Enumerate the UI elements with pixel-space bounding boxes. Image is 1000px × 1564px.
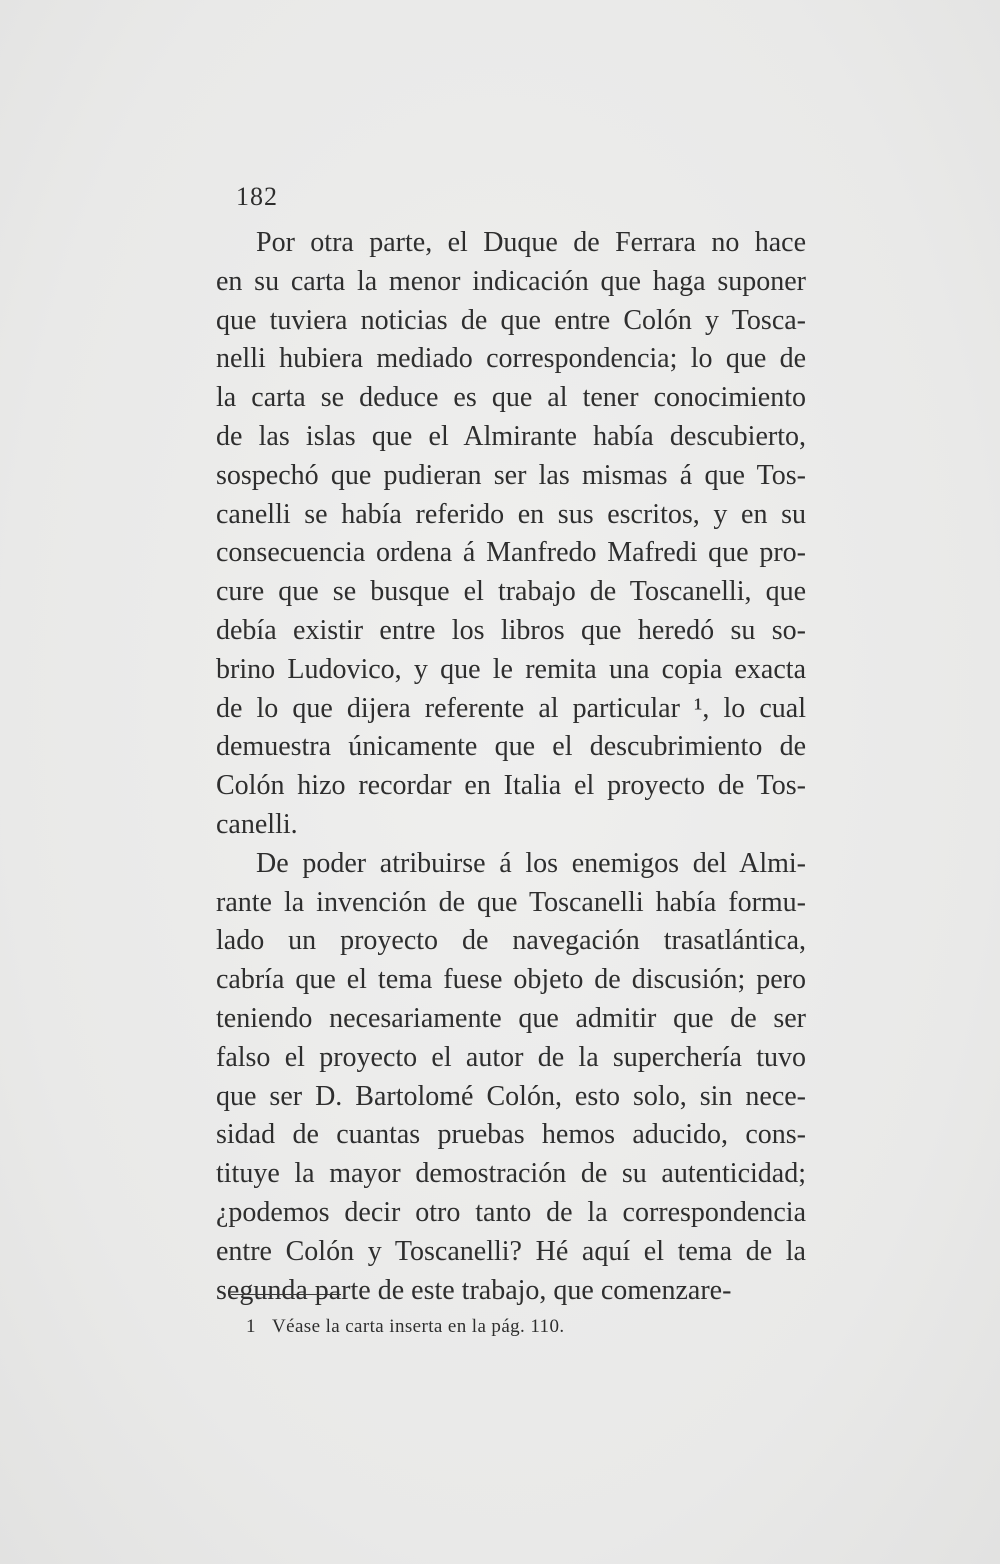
text-line: nelli hubiera mediado correspondencia; lo que de: [216, 343, 806, 375]
text-line: brino Ludovico, y que le remita una copia exacta: [216, 653, 806, 685]
text-line: debía existir entre los libros que heredó su so-: [216, 614, 806, 646]
text-line: Colón hizo recordar en Italia el proyecto de Tos-: [216, 770, 806, 802]
text-line: sospechó que pudieran ser las mismas á que Tos-: [216, 459, 806, 491]
text-line: consecuencia ordena á Manfredo Mafredi que pro-: [216, 537, 806, 569]
text-line: canelli se había referido en sus escritos, y en su: [216, 498, 806, 530]
page-number: 182: [236, 182, 278, 211]
text-line: rante la invención de que Toscanelli había formu-: [216, 886, 806, 918]
text-line: De poder atribuirse á los enemigos del Almi-: [256, 847, 806, 879]
text-line: segunda parte de este trabajo, que comenzare-: [216, 1274, 732, 1306]
text-line: la carta se deduce es que al tener conocimiento: [216, 382, 806, 414]
text-line: en su carta la menor indicación que haga suponer: [216, 265, 806, 297]
text-line: lado un proyecto de navegación trasatlántica,: [216, 925, 806, 957]
paragraph: [216, 224, 806, 845]
footnote-number: 1: [246, 1316, 256, 1337]
footnote-divider: [231, 1294, 341, 1295]
footnote: [246, 1316, 565, 1338]
footnote-text: Véase la carta inserta en la pág. 110.: [272, 1316, 565, 1337]
text-line: ¿podemos decir otro tanto de la correspondencia: [216, 1196, 806, 1228]
body-text: [216, 224, 806, 1310]
text-line: sidad de cuantas pruebas hemos aducido, cons-: [216, 1119, 806, 1151]
text-line: entre Colón y Toscanelli? Hé aquí el tema de la: [216, 1235, 806, 1267]
text-line: tituye la mayor demostración de su autenticidad;: [216, 1158, 806, 1190]
text-line: cure que se busque el trabajo de Toscanelli, que: [216, 576, 806, 608]
text-line: de lo que dijera referente al particular ¹, lo cual: [216, 692, 806, 724]
text-line: cabría que el tema fuese objeto de discusión; pero: [216, 964, 806, 996]
text-line: de las islas que el Almirante había descubierto,: [216, 420, 806, 452]
text-line: Por otra parte, el Duque de Ferrara no hace: [256, 227, 806, 258]
text-line: canelli.: [216, 808, 298, 840]
text-line: demuestra únicamente que el descubrimiento de: [216, 731, 806, 763]
text-line: teniendo necesariamente que admitir que de ser: [216, 1002, 806, 1034]
text-line: falso el proyecto el autor de la superchería tuvo: [216, 1041, 806, 1073]
text-line: que tuviera noticias de que entre Colón y Tosca-: [216, 304, 806, 336]
paragraph: [216, 845, 806, 1311]
text-line: que ser D. Bartolomé Colón, esto solo, sin nece-: [216, 1080, 806, 1112]
